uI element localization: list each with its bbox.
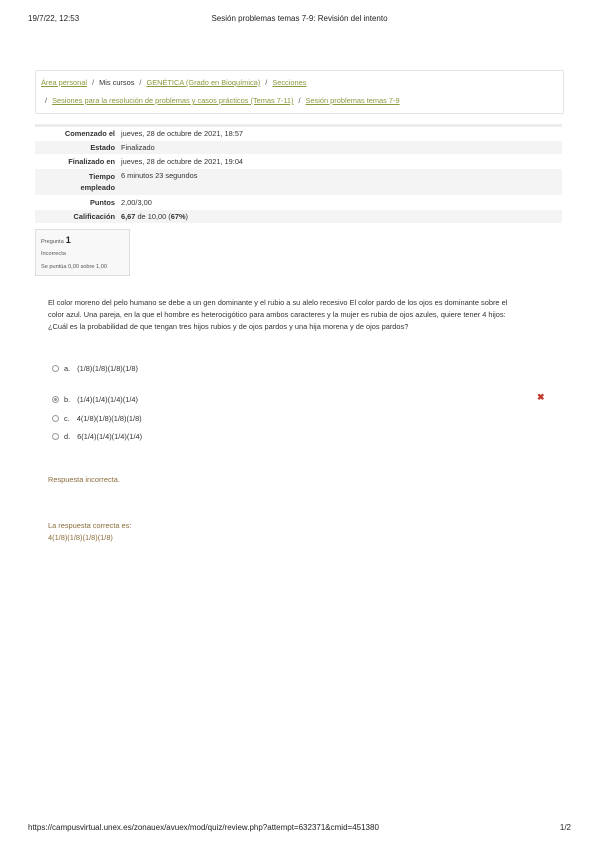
breadcrumb-separator: / [265,78,268,87]
print-url: https://campusvirtual.unex.es/zonauex/avuex/mod/quiz/review.php?attempt=632371&cmid=451380 [28,823,379,832]
breadcrumb-line-2 [45,96,400,105]
answer-text: 6(1/4)(1/4)(1/4)(1/4) [77,432,143,441]
answer-option-a[interactable] [52,364,138,373]
answer-letter: b. [64,395,71,404]
summary-label: Calificación [73,212,115,221]
summary-label [35,169,121,195]
answer-text: (1/4)(1/4)(1/4)(1/4) [77,395,138,404]
radio-button[interactable] [52,433,59,440]
answer-letter: d. [64,432,71,441]
correct-answer-label: La respuesta correcta es: [48,521,132,530]
summary-label-line-2: empleado [80,183,115,192]
summary-label: Finalizado en [68,157,115,166]
grade-end: ) [185,212,188,221]
correct-answer [48,520,131,544]
summary-row-finished [35,155,562,169]
question-prefix: Pregunta [41,239,64,245]
summary-label: Estado [90,143,115,152]
radio-button-selected[interactable] [52,396,59,403]
question-info-box [35,229,130,276]
summary-value: jueves, 28 de octubre de 2021, 18:57 [121,129,244,138]
answer-option-d[interactable] [52,432,142,441]
breadcrumb [35,70,564,114]
question-number [41,235,71,245]
question-text-line: El color moreno del pelo humano se debe a un gen dominante y el rubio a su alelo recesivo El color pardo de los ojos es dominante sobre el [48,298,508,307]
answer-text: (1/8)(1/8)(1/8)(1/8) [77,364,138,373]
question-grade: Se puntúa 0,00 sobre 1,00 [41,264,107,270]
breadcrumb-quiz[interactable]: Sesión problemas temas 7-9 [305,96,400,105]
answer-text: 4(1/8)(1/8)(1/8)(1/8) [76,414,142,423]
question-text [48,297,553,333]
grade-score: 6,67 [121,212,136,221]
summary-value: jueves, 28 de octubre de 2021, 19:04 [121,157,244,166]
breadcrumb-my-courses: Mis cursos [99,78,135,87]
breadcrumb-personal-area[interactable]: Área personal [41,78,88,87]
answer-option-b[interactable] [52,395,138,404]
breadcrumb-sections[interactable]: Secciones [272,78,307,87]
summary-label-line-1: Tiempo [88,172,115,181]
summary-row-grade [35,210,562,224]
radio-button[interactable] [52,365,59,372]
question-text-line: color azul. Una pareja, en la que el hombre es heterocigótico para ambos caracteres y la mujer es rubia de ojos azules, quiere tener 4 hijos: [48,310,506,319]
summary-row-time [35,169,562,196]
question-text-line: ¿Cuál es la probabilidad de que tengan tres hijos rubios y de ojos pardos y una hija morena y de ojos pardos? [48,322,409,331]
summary-value: 6 minutos 23 segundos [121,171,198,180]
question-state: Incorrecta [41,251,66,257]
breadcrumb-course[interactable]: GENÉTICA (Grado en Bioquímica) [146,78,261,87]
grade-percent: 67% [170,212,186,221]
breadcrumb-section-group[interactable]: Sesiones para la resolución de problemas y casos prácticos (Temas 7-11) [52,96,294,105]
cross-icon: ✖ [537,392,545,402]
answer-letter: a. [64,364,71,373]
summary-value: 2,00/3,00 [121,198,152,207]
summary-row-started [35,127,562,141]
breadcrumb-separator: / [92,78,95,87]
radio-button[interactable] [52,415,59,422]
attempt-summary-table [35,124,562,224]
question-number-value: 1 [65,235,71,245]
answer-feedback: Respuesta incorrecta. [48,475,120,484]
grade-mid: de 10,00 ( [135,212,171,221]
answer-option-c[interactable] [52,414,142,423]
summary-label: Puntos [89,198,115,207]
answer-letter: c. [64,414,70,423]
page-number: 1/2 [559,823,571,832]
breadcrumb-separator: / [298,96,301,105]
print-title: Sesión problemas temas 7-9: Revisión del intento [211,14,388,23]
print-date: 19/7/22, 12:53 [28,14,80,23]
correct-answer-value: 4(1/8)(1/8)(1/8)(1/8) [48,533,113,542]
breadcrumb-separator: / [139,78,142,87]
summary-row-state [35,141,562,155]
summary-value: Finalizado [121,143,155,152]
summary-label: Comenzado el [64,129,115,138]
summary-row-points [35,196,562,210]
breadcrumb-separator: / [45,96,48,105]
breadcrumb-line-1 [41,78,306,87]
summary-value [121,210,562,223]
